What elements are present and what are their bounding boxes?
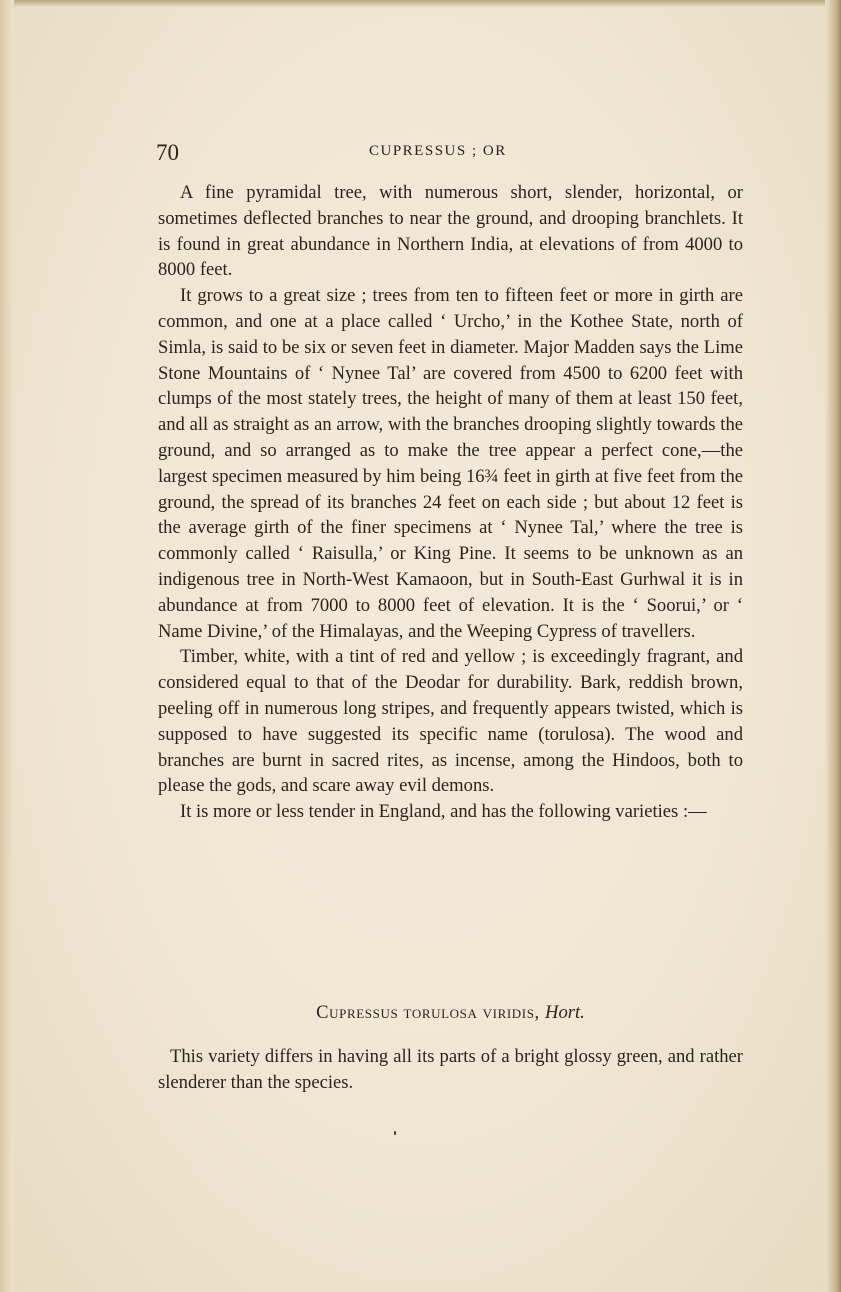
paragraph-varieties: It is more or less tender in England, and has the following varieties :— (180, 801, 707, 823)
page-right-edge (825, 0, 841, 1292)
variety-name: Cupressus torulosa viridis, (316, 1002, 540, 1023)
paragraph-growth: It grows to a great size ; trees from ten to fifteen feet or more in girth are common, and one at a place called ‘ Urcho,’ in the Kothee State, north of Simla, is said to be six or seven feet in diameter. Major Madden says the Lime Stone Mountains of ‘ Nynee Tal’ are covered from 4500 to 6200 feet with clumps of the most stately trees, the height of many of them at least 150 feet, and all as straight as an arrow, with the branches drooping slightly towards the ground, and so arranged as to make the tree appear a perfect cone,—the largest specimen measured by him being 16¾ feet in girth at five feet from the ground, the spread of its branches 24 feet on each side ; but about 12 feet is the average girth of the finer specimens at ‘ Nynee Tal,’ where the tree is commonly called ‘ Raisulla,’ or King Pine. It seems to be unknown as an indigenous tree in North-West Kamaoon, but in South-East Gurhwal it is in abundance at from 7000 to 8000 feet of elevation. It is the ‘ Soorui,’ or ‘ Name Divine,’ of the Himalayas, and the Weeping Cypress of travellers. (158, 285, 743, 642)
page-header (156, 140, 741, 170)
page-left-edge (0, 0, 14, 1292)
variety-authority: Hort. (545, 1002, 585, 1023)
paragraph-timber: Timber, white, with a tint of red and yellow ; is exceedingly fragrant, and considered equal to that of the Deodar for durability. Bark, reddish brown, peeling off in numerous long stripes, and frequently appears twisted, which is supposed to have suggested its specific name (torulosa). The wood and branches are burnt in sacred rites, as incense, among the Hindoos, both to please the gods, and scare away evil demons. (158, 646, 743, 797)
variety-section (158, 1044, 743, 1096)
page-top-edge (0, 0, 841, 8)
running-head: CUPRESSUS ; OR (369, 143, 507, 159)
paper-speck (394, 1131, 396, 1135)
page-number: 70 (156, 140, 179, 165)
paragraph-description: A fine pyramidal tree, with numerous short, slender, horizontal, or sometimes deflected branches to near the ground, and drooping branchlets. It is found in great abundance in Northern India, at elevations of from 4000 to 8000 feet. (158, 182, 743, 281)
variety-description: This variety differs in having all its parts of a bright glossy green, and rather slenderer than the species. (158, 1046, 743, 1093)
variety-heading (158, 1002, 743, 1024)
main-text (158, 180, 743, 825)
